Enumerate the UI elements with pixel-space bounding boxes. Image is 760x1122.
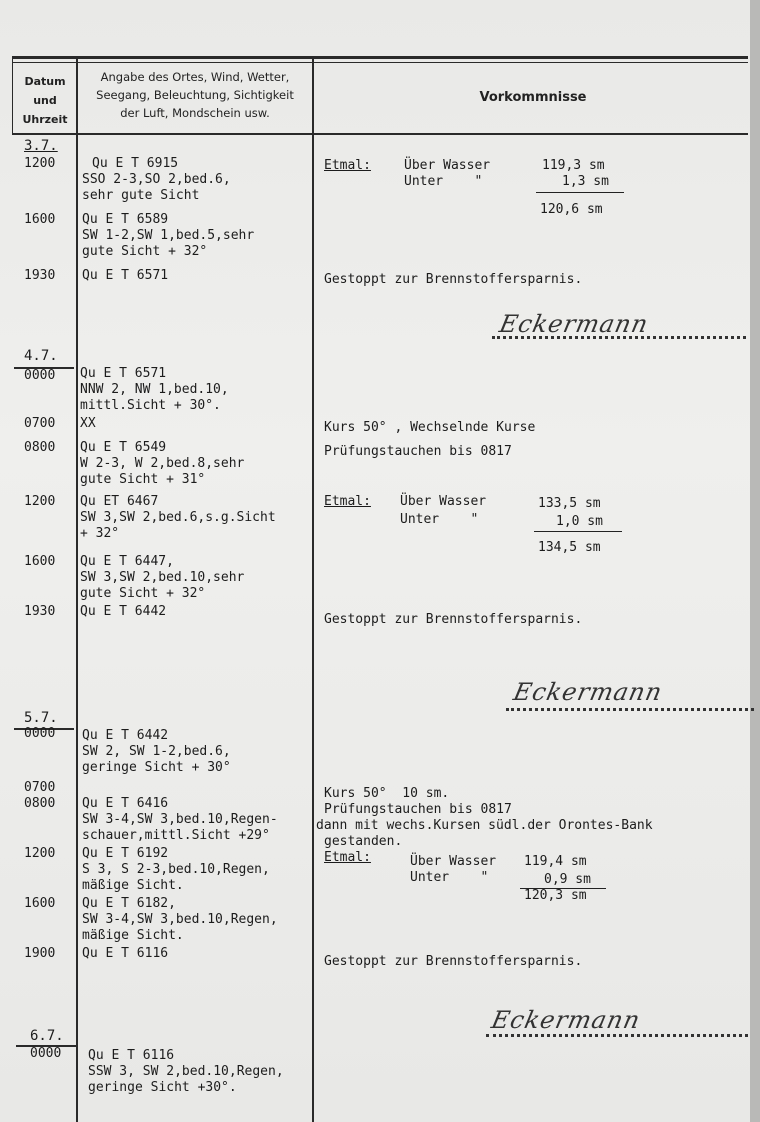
entry-place-line: schauer,mittl.Sicht +29° [82, 828, 270, 843]
top-rule [12, 56, 748, 59]
entry-place-line: SW 3-4,SW 3,bed.10,Regen, [82, 912, 278, 927]
entry-place-line: SW 3,SW 2,bed.6,s.g.Sicht [80, 510, 276, 525]
over-water-value: 119,3 sm [542, 158, 605, 173]
entry-place-line: geringe Sicht + 30° [82, 760, 231, 775]
header-angabe [80, 68, 310, 122]
entry-place-line: Qu E T 6116 [82, 946, 169, 961]
entry-place-line: gute Sicht + 32° [82, 244, 208, 259]
entry-place-line: gute Sicht + 31° [80, 472, 206, 487]
header-datum [14, 72, 76, 129]
entry-place-line: mäßige Sicht. [82, 928, 184, 943]
entry-place-line: geringe Sicht +30°. [88, 1080, 237, 1095]
entry-place-line: SSO 2-3,SO 2,bed.6, [82, 172, 231, 187]
entry-place-line: Qu E T 6116 [88, 1048, 175, 1063]
entry-place-line: SW 1-2,SW 1,bed.5,sehr [82, 228, 255, 243]
entry-place-line: XX [80, 416, 96, 431]
entry-place-line: mittl.Sicht + 30°. [80, 398, 221, 413]
header-vorkommnisse: Vorkommnisse [479, 90, 587, 105]
stop-note: Gestoppt zur Brennstoffersparnis. [324, 272, 583, 287]
entry-time: 0000 [24, 368, 56, 383]
under-water-label: Unter " [404, 174, 483, 189]
entry-place-line: W 2-3, W 2,bed.8,sehr [80, 456, 245, 471]
entry-time: 1200 [24, 156, 56, 171]
signature-dots [506, 708, 754, 711]
entry-place-line: gute Sicht + 32° [80, 586, 206, 601]
day-date: 6.7. [30, 1028, 64, 1044]
top-rule-thin [12, 62, 748, 63]
course-note: Kurs 50° , Wechselnde Kurse [324, 420, 536, 435]
etmal-label: Etmal: [324, 158, 371, 173]
entry-place-line: Qu E T 6182, [82, 896, 176, 911]
signature-dots [486, 1034, 748, 1037]
sum-line [536, 192, 624, 193]
entry-time: 1930 [24, 604, 56, 619]
total-value: 120,6 sm [540, 202, 603, 217]
header-datum-line: Datum [24, 75, 66, 88]
left-border [12, 58, 13, 135]
entry-time: 0700 [24, 780, 56, 795]
entry-time: 0000 [24, 726, 56, 741]
entry-place-line: Qu E T 6447, [80, 554, 174, 569]
entry-place-line: Qu E T 6442 [80, 604, 167, 619]
signature: Eckermann [511, 678, 666, 706]
entry-place-line: Qu E T 6589 [82, 212, 169, 227]
over-water-label: Über Wasser [410, 854, 497, 869]
entry-place-line: Qu E T 6571 [82, 268, 169, 283]
entry-time: 1600 [24, 896, 56, 911]
entry-place-line: sehr gute Sicht [82, 188, 200, 203]
page-edge [750, 0, 760, 1122]
over-water-label: Über Wasser [404, 158, 491, 173]
entry-time: 0700 [24, 416, 56, 431]
total-value: 134,5 sm [538, 540, 601, 555]
entry-place-line: SW 3-4,SW 3,bed.10,Regen- [82, 812, 278, 827]
etmal-label: Etmal: [324, 494, 371, 509]
signature-dots [492, 336, 746, 339]
entry-place-line: mäßige Sicht. [82, 878, 184, 893]
entry-time: 1600 [24, 554, 56, 569]
under-water-value: 0,9 sm [544, 872, 591, 887]
entry-time: 1600 [24, 212, 56, 227]
entry-place-line: Qu E T 6915 [92, 156, 179, 171]
entry-place-line: Qu E T 6416 [82, 796, 169, 811]
signature: Eckermann [489, 1006, 644, 1034]
under-water-value: 1,3 sm [562, 174, 609, 189]
day-date: 3.7. [24, 138, 58, 154]
header-angabe-line: Angabe des Ortes, Wind, Wetter, [100, 70, 290, 84]
etmal-label: Etmal: [324, 850, 371, 865]
header-angabe-line: der Luft, Mondschein usw. [120, 106, 270, 120]
day-date: 5.7. [24, 710, 58, 726]
entry-place-line: SSW 3, SW 2,bed.10,Regen, [88, 1064, 284, 1079]
course-detail-note: dann mit wechs.Kursen südl.der Orontes-Bank [316, 818, 653, 833]
sum-line [534, 531, 622, 532]
total-value: 120,3 sm [524, 888, 587, 903]
entry-time: 0800 [24, 440, 56, 455]
test-dive-note: Prüfungstauchen bis 0817 [324, 802, 512, 817]
entry-place-line: SW 3,SW 2,bed.10,sehr [80, 570, 245, 585]
entry-place-line: + 32° [80, 526, 120, 541]
entry-place-line: SW 2, SW 1-2,bed.6, [82, 744, 231, 759]
under-water-label: Unter " [400, 512, 479, 527]
under-water-label: Unter " [410, 870, 489, 885]
over-water-value: 119,4 sm [524, 854, 587, 869]
entry-place-line: NNW 2, NW 1,bed.10, [80, 382, 229, 397]
entry-time: 1900 [24, 946, 56, 961]
day-date: 4.7. [24, 348, 58, 364]
signature: Eckermann [497, 310, 652, 338]
header-rule [12, 133, 748, 135]
entry-time: 1200 [24, 846, 56, 861]
col-divider-1 [76, 58, 78, 1122]
under-water-value: 1,0 sm [556, 514, 603, 529]
stop-note: Gestoppt zur Brennstoffersparnis. [324, 954, 583, 969]
over-water-value: 133,5 sm [538, 496, 601, 511]
entry-place-line: Qu E T 6442 [82, 728, 169, 743]
course-note: Kurs 50° 10 sm. [324, 786, 450, 801]
entry-place-line: Qu E T 6571 [80, 366, 167, 381]
entry-time: 0000 [30, 1046, 62, 1061]
header-datum-line: Uhrzeit [22, 113, 68, 126]
over-water-label: Über Wasser [400, 494, 487, 509]
entry-time: 1930 [24, 268, 56, 283]
test-dive-note: Prüfungstauchen bis 0817 [324, 444, 512, 459]
entry-place-line: S 3, S 2-3,bed.10,Regen, [82, 862, 270, 877]
entry-time: 1200 [24, 494, 56, 509]
course-detail-note-end: gestanden. [324, 834, 403, 849]
entry-place-line: Qu E T 6549 [80, 440, 167, 455]
header-datum-line: und [33, 94, 57, 107]
entry-time: 0800 [24, 796, 56, 811]
header-angabe-line: Seegang, Beleuchtung, Sichtigkeit [96, 88, 294, 102]
entry-place-line: Qu E T 6192 [82, 846, 169, 861]
col-divider-2 [312, 58, 314, 1122]
stop-note: Gestoppt zur Brennstoffersparnis. [324, 612, 583, 627]
entry-place-line: Qu ET 6467 [80, 494, 159, 509]
